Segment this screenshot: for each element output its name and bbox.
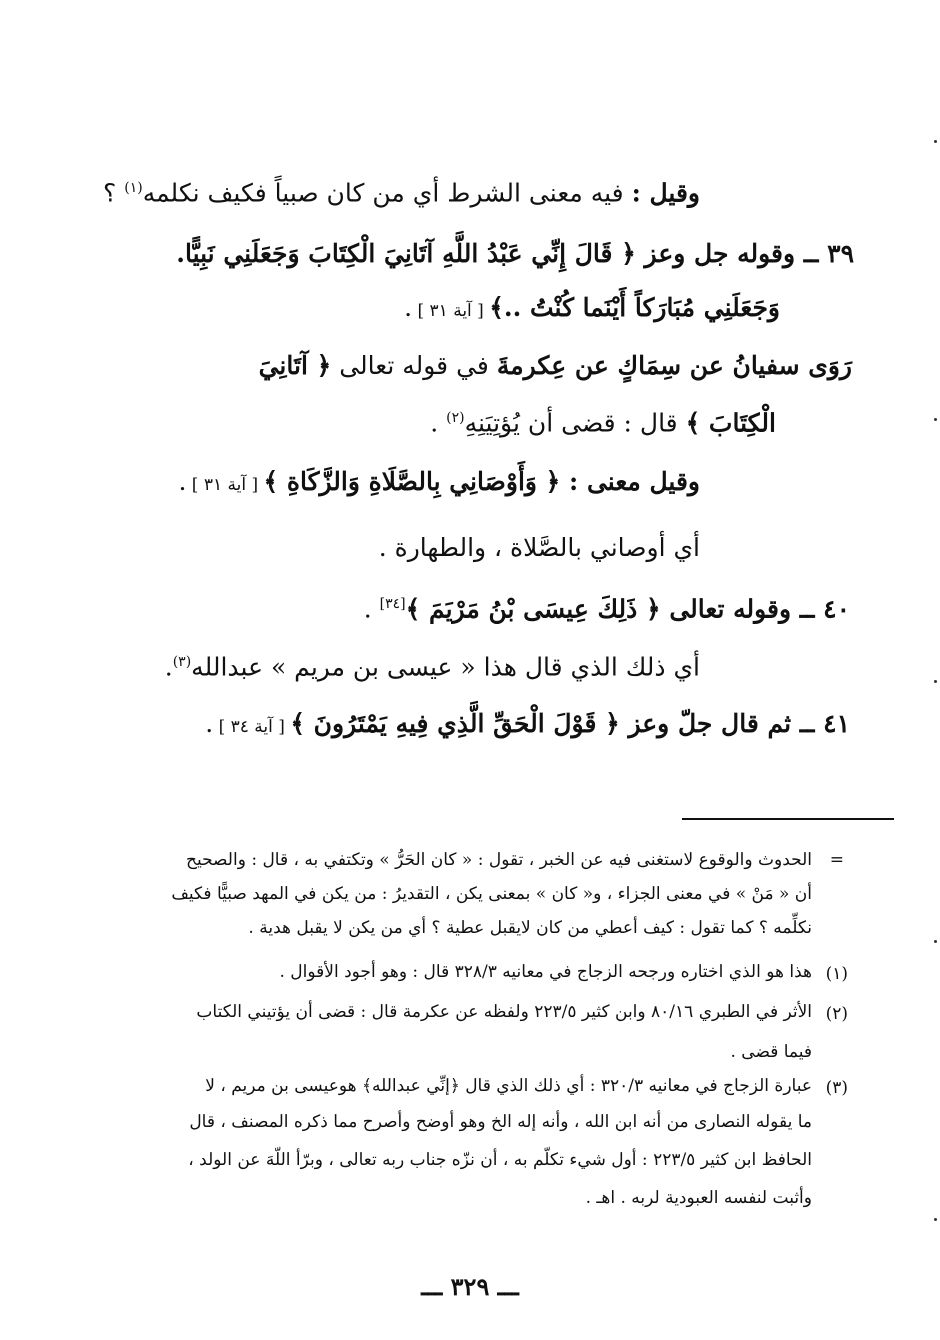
scan-speck	[934, 940, 937, 943]
footnote-continuation-line: نكلِّمه ؟ كما تقول : كيف أعطي من كان لايقبل عطية ؟ أي من يكن لا يقبل هدية .	[248, 918, 812, 938]
quran-quote: ﴿ وَأَوْصَانِي بِالصَّلَاةِ وَالزَّكَاةِ ﴾	[263, 467, 570, 496]
footnote-number: (١)	[825, 964, 848, 984]
footnote-number: (٣)	[825, 1078, 848, 1098]
footnote-text: ما يقوله النصارى من أنه ابن الله ، وأنه إله الخ وهو أوضح وأصرح مما ذكره المصنف ، قال	[189, 1112, 812, 1132]
text-line-5: الْكِتَابَ ﴾ قال : قضى أن يُؤتِيَنِهِ$^{(٢)}$ .	[430, 408, 776, 438]
footnote-text: وأثبت لنفسه العبودية لربه . اهـ .	[585, 1188, 812, 1208]
text-line-3: وَجَعَلَنِي مُبَارَكاً أَيْنَما كُنْتُ ..﴾ [ آية ٣١ ] .	[404, 293, 780, 322]
scan-speck	[934, 140, 937, 143]
text-line-1: وقيل : فيه معنى الشرط أي من كان صبياً فكيف نكلمه$^{(١)}$ ؟	[103, 178, 700, 208]
verse-heading: ٣٩ ــ وقوله جل وعز	[644, 239, 854, 268]
quran-quote: الْكِتَابَ ﴾	[685, 408, 776, 438]
quran-quote: ﴿ قَالَ إِنِّي عَبْدُ اللَّهِ آتَانِيَ الْكِتَابَ وَجَعَلَنِي نَبِيًّا.	[176, 239, 645, 268]
footnote-continuation-line: أن « مَنْ » في معنى الجزاء ، و« كان » بمعنى يكن ، التقديرُ : من يكن في المهد صبيًّا فكيف	[171, 884, 812, 904]
text-line-8: ٤٠ ــ وقوله تعالى ﴿ ذَلِكَ عِيسَى بْنُ مَرْيَمَ ﴾[٣٤] .	[363, 594, 850, 624]
verse-heading: ٤١ ــ ثم قال جلّ وعز	[628, 709, 850, 738]
footnote-text: فيما قضى .	[730, 1042, 812, 1062]
line-text: فيه معنى الشرط أي من كان صبياً فكيف نكلمه	[142, 178, 632, 208]
footnote-ref: (١)	[124, 180, 143, 196]
text-line-6: وقيل معنى : ﴿ وَأَوْصَانِي بِالصَّلَاةِ وَالزَّكَاةِ ﴾ [ آية ٣١ ] .	[178, 467, 700, 496]
line-text: قال : قضى أن يُؤتِيَنِهِ	[464, 408, 686, 438]
line-text: أي أوصاني بالصَّلاة ، والطهارة .	[378, 533, 700, 562]
text-line-2	[176, 234, 854, 274]
footnote-text: الحافظ ابن كثير ٢٢٣/٥ : أول شيء تكلّم به ، أن نزّه جناب ربه تعالى ، وبرّأ اللّهَ عن الولد ،	[188, 1150, 812, 1170]
verse-ref: [ آية ٣٤ ]	[213, 717, 291, 737]
bold-lead: وقيل :	[631, 178, 700, 208]
verse-ref: [ آية ٣١ ]	[186, 475, 264, 495]
footnote-ref: (٢)	[446, 410, 465, 426]
verse-heading: ٤٠ ــ وقوله تعالى	[669, 594, 850, 624]
line-text: أي ذلك الذي قال هذا « عيسى بن مريم » عبدالله	[191, 652, 700, 682]
footnote-ref: (٣)	[172, 654, 192, 670]
footnote-continuation-line: الحدوث والوقوع لاستغنى فيه عن الخبر ، تقول : « كان الحَرُّ » وتكتفي به ، قال : والصحيح	[185, 850, 812, 870]
verse-ref: [ آية ٣١ ]	[412, 301, 490, 321]
quran-quote: ﴿ ذَلِكَ عِيسَى بْنُ مَرْيَمَ ﴾	[405, 594, 670, 624]
text-line-10: ٤١ ــ ثم قال جلّ وعز ﴿ قَوْلَ الْحَقِّ الَّذِي فِيهِ يَمْتَرُونَ ﴾ [ آية ٣٤ ] .	[205, 709, 850, 738]
text-line-4	[259, 346, 852, 386]
footnote-text: عبارة الزجاج في معانيه ٣٢٠/٣ : أي ذلك الذي قال ﴿إنِّي عبدالله﴾ هوعيسى بن مريم ، لا	[205, 1076, 812, 1096]
scan-speck	[934, 1218, 937, 1221]
bold-lead: رَوَى سفيانُ عن سِمَاكٍ عن عِكرمةَ	[496, 351, 852, 380]
scan-speck	[934, 680, 937, 683]
scan-speck	[934, 418, 937, 421]
footnote-text: هذا هو الذي اختاره ورجحه الزجاج في معانيه ٣٢٨/٣ قال : وهو أجود الأقوال .	[279, 962, 812, 982]
bold-lead: وقيل معنى :	[569, 467, 700, 496]
quran-quote: وَجَعَلَنِي مُبَارَكاً أَيْنَما كُنْتُ ..﴾	[489, 293, 780, 322]
quran-quote: ﴿ قَوْلَ الْحَقِّ الَّذِي فِيهِ يَمْتَرُونَ ﴾	[290, 709, 629, 738]
text-line-7	[379, 528, 700, 568]
page-number: ـــ ٣٢٩ ـــ	[421, 1272, 519, 1301]
verse-ref: [٣٤]	[379, 596, 406, 612]
line-text: في قوله تعالى	[331, 351, 497, 380]
footnote-continuation-marker: =	[829, 850, 844, 870]
quran-quote: ﴿ آتَانِيَ	[258, 351, 332, 380]
text-line-9: أي ذلك الذي قال هذا « عيسى بن مريم » عبدالله$^{(٣)}$.	[164, 652, 700, 682]
footnote-separator	[682, 818, 894, 820]
footnote-text: الأثر في الطبري ٨٠/١٦ وابن كثير ٢٢٣/٥ ولفظه عن عكرمة قال : قضى أن يؤتيني الكتاب	[196, 1002, 812, 1022]
footnote-number: (٢)	[825, 1004, 848, 1024]
